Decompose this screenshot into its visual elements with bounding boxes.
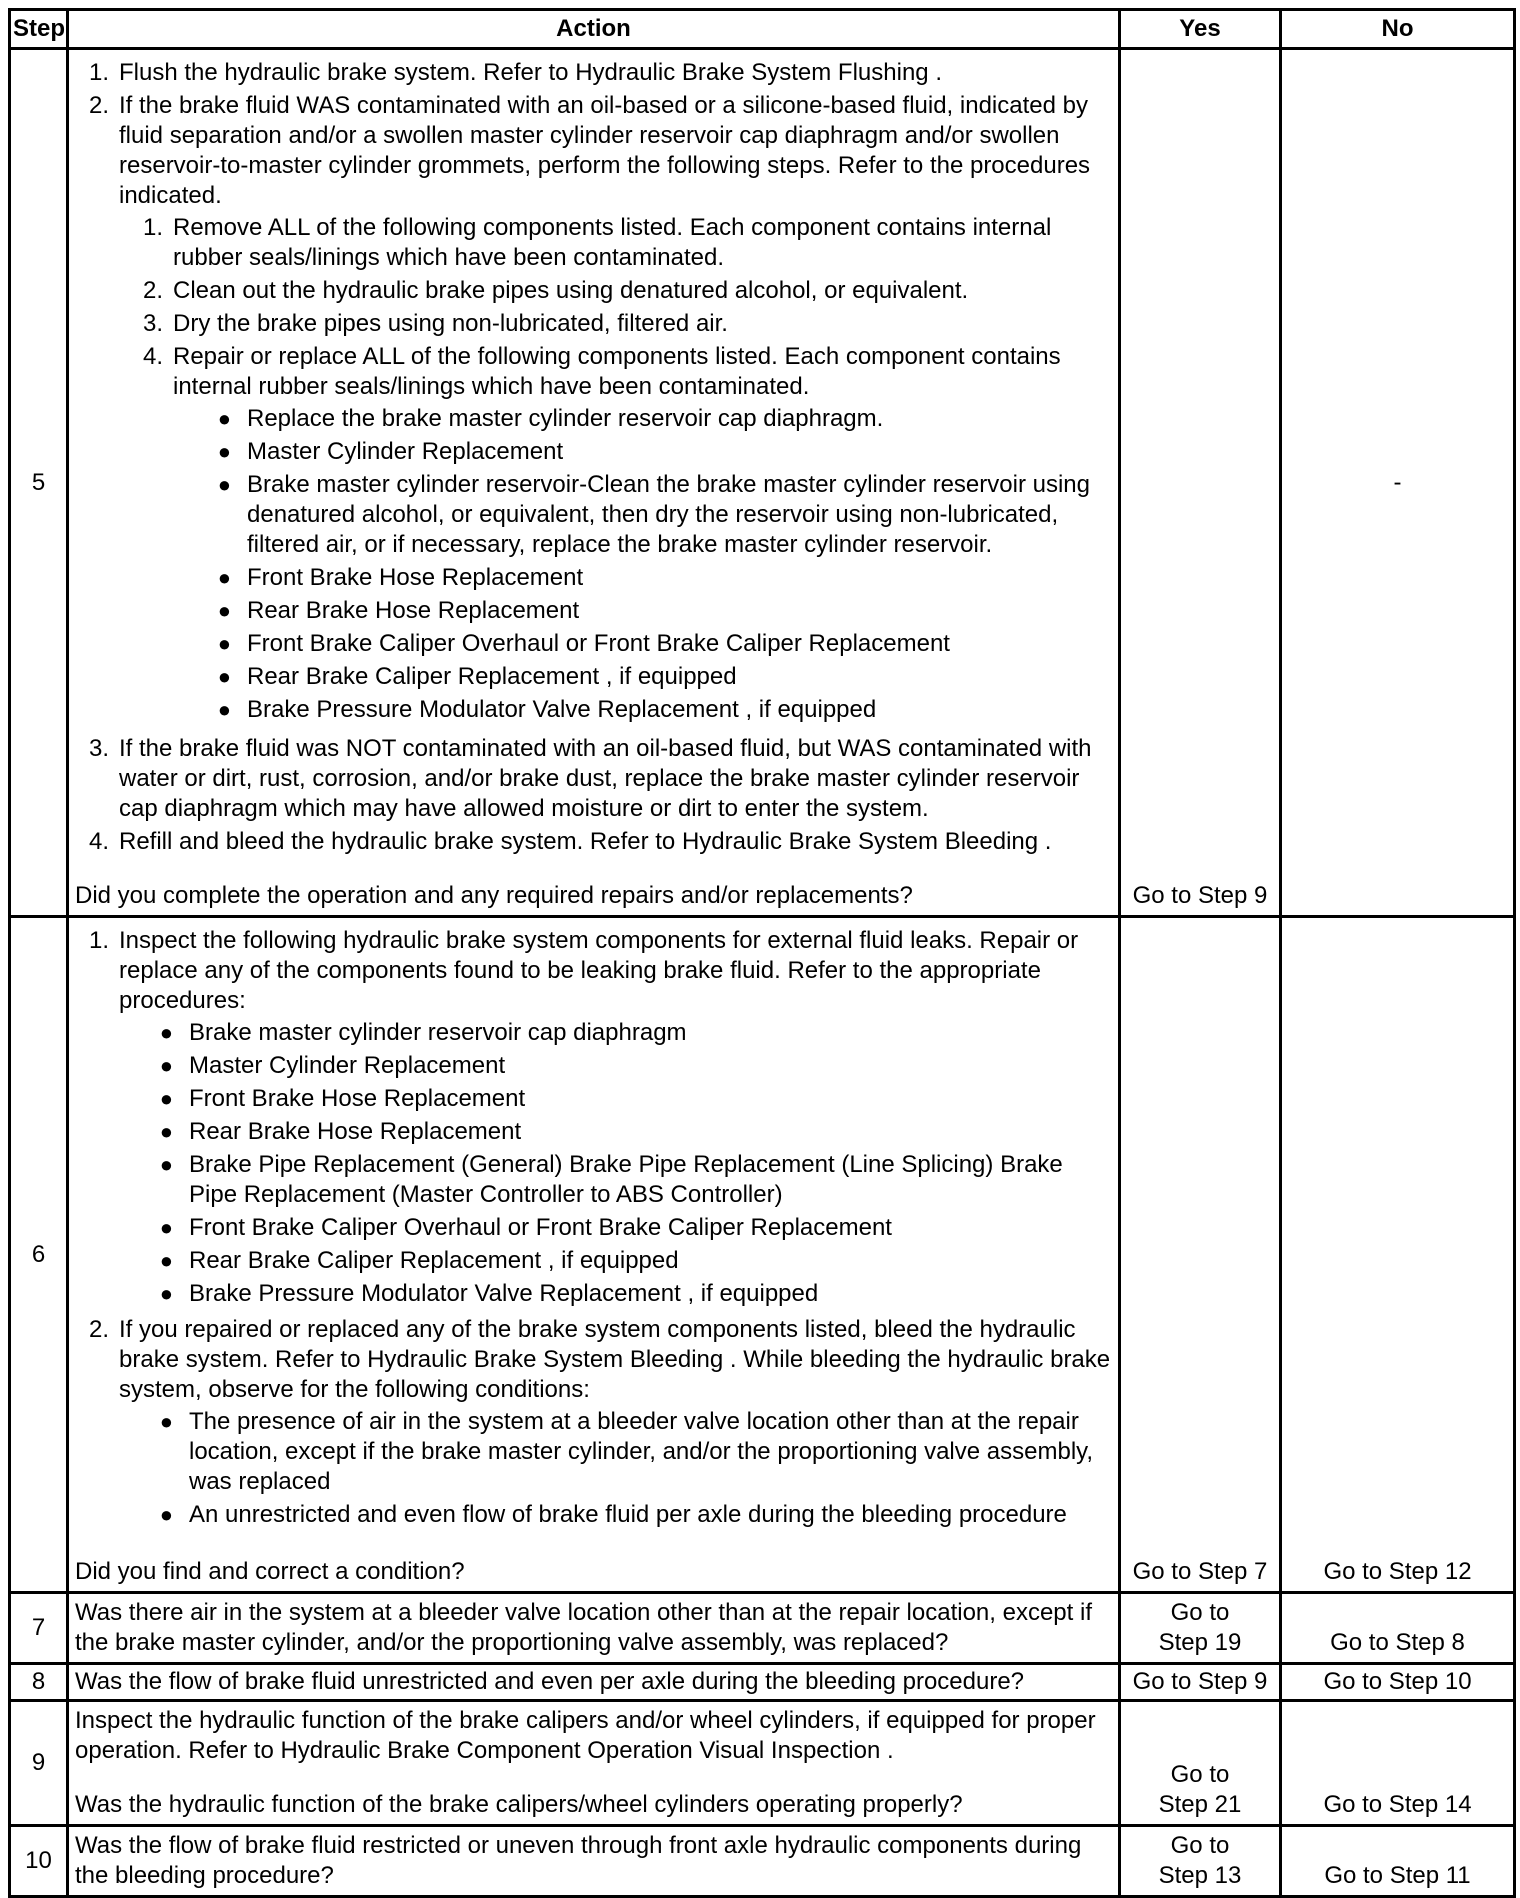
- list-item: ● Front Brake Hose Replacement: [119, 1084, 1112, 1114]
- component-list: [173, 404, 1112, 725]
- list-item: 2. If the brake fluid WAS contaminated with an oil-based or a silicone-based fluid, indicated by fluid separation and/or a swollen master cylinder reservoir cap diaphragm and/or swollen reservoir-to-master cylinder grommets, perform the following steps. Refer to the procedures indicated. 1. Remove ALL of the following components listed. Each component contains internal rubber seals/linings which have been contaminated. 2. Clean out the hydraulic brake pipes using denatured alcohol, or equivalent. 3. Dry the brake pipes using non-lubricated, filtered air. 4. Repair or replace ALL of the following components listed. Each component contains internal rubber seals/linings which have been contaminated. ● Replace the brake master cylinder reservoir cap diaphragm. ● Master Cylinder Replacement ● Brake master cylinder reservoir-Clean the brake master cylinder reservoir using denatured alcohol, or equivalent, then dry the reservoir using non-lubricated, filtered air, or if necessary, replace the brake master cylinder reservoir. ● Front Brake Hose Replacement ● Rear Brake Hose Replacement ● Front Brake Caliper Overhaul or Front Brake Caliper Replacement ● Rear Brake Caliper Replacement , if equipped ● Brake Pressure Modulator Valve Replacement , if equipped: [75, 91, 1112, 731]
- no-value: -: [1393, 468, 1402, 496]
- yes-result: [1120, 1593, 1281, 1664]
- bullet-icon: ●: [217, 565, 231, 590]
- list-item: ● The presence of air in the system at a bleeder valve location other than at the repair location, except if the brake master cylinder, and/or the proportioning valve assembly, was replaced: [119, 1407, 1112, 1497]
- action-steps: [75, 926, 1112, 1533]
- action-text: Dry the brake pipes using non-lubricated, filtered air.: [173, 310, 728, 337]
- step-number: 6: [10, 917, 68, 1593]
- bullet-icon: ●: [217, 406, 231, 431]
- list-item: 2. Clean out the hydraulic brake pipes using denatured alcohol, or equivalent.: [119, 276, 1112, 306]
- bullet-icon: ●: [159, 1248, 173, 1273]
- header-action: Action: [68, 10, 1120, 49]
- bullet-icon: ●: [159, 1053, 173, 1078]
- yes-link[interactable]: Go to Step 9: [1132, 1668, 1268, 1695]
- bullet-icon: ●: [159, 1502, 173, 1527]
- action-cell: [68, 917, 1120, 1593]
- action-cell: [68, 1826, 1120, 1897]
- list-item: 1. Flush the hydraulic brake system. Refer to Hydraulic Brake System Flushing .: [75, 58, 1112, 88]
- question-text: Did you complete the operation and any required repairs and/or replacements?: [75, 882, 913, 909]
- action-text: Refill and bleed the hydraulic brake system. Refer to Hydraulic Brake System Bleeding .: [119, 828, 1052, 855]
- action-cell: [68, 1664, 1120, 1701]
- action-cell: [68, 1701, 1120, 1826]
- step-number: 8: [10, 1664, 68, 1701]
- no-link[interactable]: Go to Step 12: [1323, 1558, 1472, 1585]
- yes-result: [1120, 1664, 1281, 1701]
- no-result: [1281, 917, 1515, 1593]
- action-text: Inspect the hydraulic function of the brake calipers and/or wheel cylinders, if equipped for proper operation. Refer to Hydraulic Brake Component Operation Visual Inspection .: [75, 1707, 1096, 1764]
- list-item: ● Brake master cylinder reservoir-Clean the brake master cylinder reservoir using denatured alcohol, or equivalent, then dry the reservoir using non-lubricated, filtered air, or if necessary, replace the brake master cylinder reservoir.: [173, 470, 1112, 560]
- action-steps: [75, 58, 1112, 857]
- no-link[interactable]: Go to Step 8: [1330, 1629, 1465, 1656]
- yes-link[interactable]: Go to Step 9: [1132, 882, 1268, 909]
- action-text: Flush the hydraulic brake system. Refer to Hydraulic Brake System Flushing .: [119, 59, 942, 86]
- list-item: 4. Refill and bleed the hydraulic brake system. Refer to Hydraulic Brake System Bleeding .: [75, 827, 1112, 857]
- step-number: 9: [10, 1701, 68, 1826]
- list-item: ● Rear Brake Caliper Replacement , if equipped: [119, 1246, 1112, 1276]
- action-text: Remove ALL of the following components listed. Each component contains internal rubber seals/linings which have been contaminated.: [173, 214, 1052, 271]
- no-link[interactable]: Go to Step 10: [1323, 1668, 1472, 1695]
- yes-link[interactable]: Go to Step 13: [1158, 1832, 1242, 1889]
- header-yes: Yes: [1120, 10, 1281, 49]
- action-text: If you repaired or replaced any of the brake system components listed, bleed the hydraulic brake system. Refer to Hydraulic Brake System Bleeding . While bleeding the hydraulic brake system, observe for the following conditions:: [119, 1316, 1111, 1403]
- step-number: 7: [10, 1593, 68, 1664]
- list-item: ● Master Cylinder Replacement: [173, 437, 1112, 467]
- list-item: ● Rear Brake Hose Replacement: [173, 596, 1112, 626]
- bullet-icon: ●: [159, 1020, 173, 1045]
- bullet-icon: ●: [217, 631, 231, 656]
- no-link[interactable]: Go to Step 14: [1323, 1791, 1472, 1818]
- yes-result: [1120, 917, 1281, 1593]
- bullet-icon: ●: [159, 1086, 173, 1111]
- question-text: Was the flow of brake fluid restricted or uneven through front axle hydraulic components during the bleeding procedure?: [75, 1832, 1082, 1889]
- list-item: ● Front Brake Hose Replacement: [173, 563, 1112, 593]
- diagnostic-table: [8, 8, 1516, 1898]
- yes-link[interactable]: Go to Step 7: [1132, 1558, 1268, 1585]
- list-item: ● Rear Brake Caliper Replacement , if equipped: [173, 662, 1112, 692]
- list-item: 1. Remove ALL of the following components listed. Each component contains internal rubber seals/linings which have been contaminated.: [119, 213, 1112, 273]
- yes-link[interactable]: Go to Step 21: [1158, 1761, 1242, 1818]
- list-item: ● Master Cylinder Replacement: [119, 1051, 1112, 1081]
- table-row: [10, 1701, 1515, 1826]
- list-item: ● Brake Pressure Modulator Valve Replacement , if equipped: [119, 1279, 1112, 1309]
- no-result: [1281, 1826, 1515, 1897]
- step-number: 5: [10, 49, 68, 917]
- list-item: ● An unrestricted and even flow of brake fluid per axle during the bleeding procedure: [119, 1500, 1112, 1530]
- no-link[interactable]: Go to Step 11: [1324, 1862, 1471, 1889]
- action-text: Inspect the following hydraulic brake system components for external fluid leaks. Repair or replace any of the components found to be leaking brake fluid. Refer to the appropriate procedures:: [119, 927, 1079, 1014]
- bullet-icon: ●: [159, 1281, 173, 1306]
- header-step: Step: [10, 10, 68, 49]
- action-text: Repair or replace ALL of the following components listed. Each component contains internal rubber seals/linings which have been contaminated.: [173, 343, 1061, 400]
- no-result: [1281, 1593, 1515, 1664]
- yes-result: [1120, 1826, 1281, 1897]
- bullet-icon: ●: [159, 1152, 173, 1177]
- action-cell: [68, 1593, 1120, 1664]
- action-text: Clean out the hydraulic brake pipes using denatured alcohol, or equivalent.: [173, 277, 969, 304]
- bullet-icon: ●: [159, 1409, 173, 1434]
- yes-result: [1120, 1701, 1281, 1826]
- bullet-icon: ●: [159, 1119, 173, 1144]
- yes-result: [1120, 49, 1281, 917]
- bullet-icon: ●: [217, 439, 231, 464]
- header-row: [10, 10, 1515, 49]
- bullet-icon: ●: [217, 472, 231, 497]
- no-result: [1281, 1664, 1515, 1701]
- bullet-icon: ●: [217, 664, 231, 689]
- list-item: 2. If you repaired or replaced any of the brake system components listed, bleed the hydraulic brake system. Refer to Hydraulic Brake System Bleeding . While bleeding the hydraulic brake system, observe for the following conditions: ● The presence of air in the system at a bleeder valve location other than at the repair location, except if the brake master cylinder, and/or the proportioning valve assembly, was replaced ● An unrestricted and even flow of brake fluid per axle during the bleeding procedure: [88, 1316, 1111, 1528]
- bullet-icon: ●: [217, 598, 231, 623]
- condition-list: [119, 1407, 1112, 1530]
- question-text: Was the hydraulic function of the brake calipers/wheel cylinders operating properly?: [75, 1791, 963, 1818]
- question-text: Was the flow of brake fluid unrestricted and even per axle during the bleeding procedure?: [75, 1668, 1025, 1695]
- step-number: 10: [10, 1826, 68, 1897]
- no-result: [1281, 1701, 1515, 1826]
- action-cell: [68, 49, 1120, 917]
- bullet-icon: ●: [217, 697, 231, 722]
- component-list: [119, 1018, 1112, 1309]
- list-item: ● Rear Brake Hose Replacement: [119, 1117, 1112, 1147]
- table-row: [10, 1826, 1515, 1897]
- action-text: If the brake fluid was NOT contaminated with an oil-based fluid, but WAS contaminated with water or dirt, rust, corrosion, and/or brake dust, replace the brake master cylinder reservoir cap diaphragm which may have allowed moisture or dirt to enter the system.: [119, 735, 1092, 822]
- list-item: ● Brake master cylinder reservoir cap diaphragm: [119, 1018, 1112, 1048]
- table-row: [10, 1593, 1515, 1664]
- sub-steps: [119, 213, 1112, 728]
- bullet-icon: ●: [159, 1215, 173, 1240]
- question-text: Was there air in the system at a bleeder valve location other than at the repair location, except if the brake master cylinder, and/or the proportioning valve assembly, was replaced?: [75, 1599, 1092, 1656]
- question-text: Did you find and correct a condition?: [75, 1558, 465, 1585]
- table-row: [10, 1664, 1515, 1701]
- list-item: 1. Inspect the following hydraulic brake system components for external fluid leaks. Repair or replace any of the components found to be leaking brake fluid. Refer to the appropriate procedures: ● Brake master cylinder reservoir cap diaphragm ● Master Cylinder Replacement ● Front Brake Hose Replacement ● Rear Brake Hose Replacement ● Brake Pipe Replacement (General) Brake Pipe Replacement (Line Splicing) Brake Pipe Replacement (Master Controller to ABS Controller) ● Front Brake Caliper Overhaul or Front Brake Caliper Replacement ● Rear Brake Caliper Replacement , if equipped ● Brake Pressure Modulator Valve Replacement , if equipped: [75, 926, 1112, 1312]
- table-row: [10, 49, 1515, 917]
- list-item: ● Front Brake Caliper Overhaul or Front Brake Caliper Replacement: [119, 1213, 1112, 1243]
- list-item: ● Replace the brake master cylinder reservoir cap diaphragm.: [173, 404, 1112, 434]
- action-text: If the brake fluid WAS contaminated with an oil-based or a silicone-based fluid, indicated by fluid separation and/or a swollen master cylinder reservoir cap diaphragm and/or swollen reservoir-to-master cylinder grommets, perform the following steps. Refer to the procedures indicated.: [119, 92, 1091, 209]
- list-item: 4. Repair or replace ALL of the following components listed. Each component contains internal rubber seals/linings which have been contaminated. ● Replace the brake master cylinder reservoir cap diaphragm. ● Master Cylinder Replacement ● Brake master cylinder reservoir-Clean the brake master cylinder reservoir using denatured alcohol, or equivalent, then dry the reservoir using non-lubricated, filtered air, or if necessary, replace the brake master cylinder reservoir. ● Front Brake Hose Replacement ● Rear Brake Hose Replacement ● Front Brake Caliper Overhaul or Front Brake Caliper Replacement ● Rear Brake Caliper Replacement , if equipped ● Brake Pressure Modulator Valve Replacement , if equipped: [119, 342, 1112, 728]
- header-no: No: [1281, 10, 1515, 49]
- yes-link[interactable]: Go to Step 19: [1158, 1599, 1242, 1656]
- diagnostic-table-page: [8, 8, 1513, 1898]
- list-item: ● Brake Pressure Modulator Valve Replacement , if equipped: [173, 695, 1112, 725]
- list-item: 3. Dry the brake pipes using non-lubricated, filtered air.: [119, 309, 1112, 339]
- no-result: [1281, 49, 1515, 917]
- table-row: [10, 917, 1515, 1593]
- list-item: 3. If the brake fluid was NOT contaminated with an oil-based fluid, but WAS contaminated with water or dirt, rust, corrosion, and/or brake dust, replace the brake master cylinder reservoir cap diaphragm which may have allowed moisture or dirt to enter the system.: [75, 734, 1112, 824]
- list-item: ● Brake Pipe Replacement (General) Brake Pipe Replacement (Line Splicing) Brake Pipe Replacement (Master Controller to ABS Controller): [119, 1150, 1112, 1210]
- list-item: ● Front Brake Caliper Overhaul or Front Brake Caliper Replacement: [173, 629, 1112, 659]
